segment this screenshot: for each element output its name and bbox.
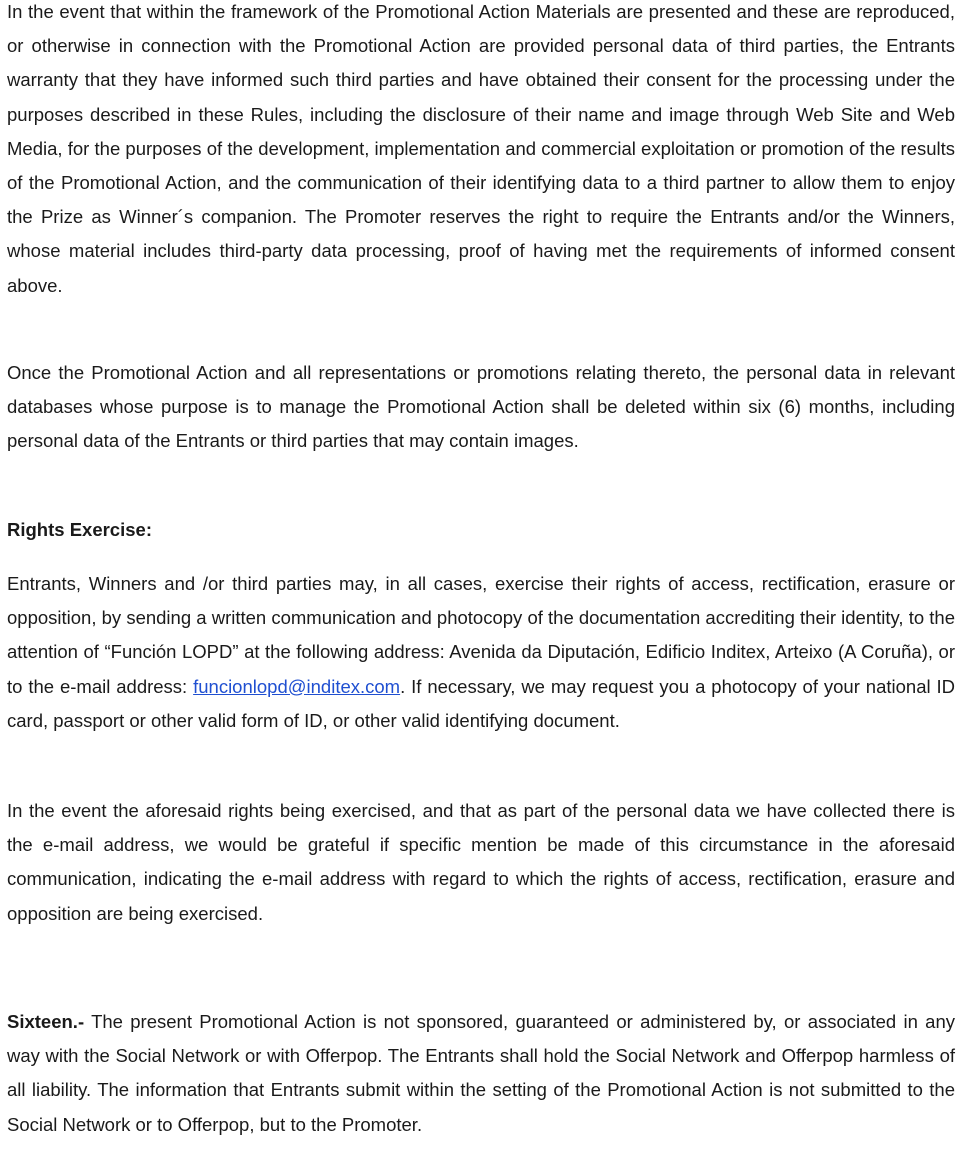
paragraph-email-mention: In the event the aforesaid rights being exercised, and that as part of the personal data we have collected there is the e-mail address, we would be grateful if specific mention be made of this circumstance in the aforesaid communication, indicating the e-mail address with regard to which the rights of access, rectification, erasure and opposition are being exercised. bbox=[7, 800, 955, 924]
email-link[interactable]: funcionlopd@inditex.com bbox=[193, 675, 401, 697]
rights-contact-text-continued: . If necessary, we may request you a photocopy of your national ID card, passport or other valid form of ID, or other valid identifying document. bbox=[7, 675, 956, 731]
paragraph-data-deletion: Once the Promotional Action and all representations or promotions relating thereto, the personal data in relevant databases whose purpose is to manage the Promotional Action shall be deleted within six (6) months, including personal data of the Entrants or third parties that may contain images. bbox=[7, 362, 955, 452]
paragraph-sixteen bbox=[7, 1005, 955, 1142]
paragraph-third-party-data: In the event that within the framework of the Promotional Action Materials are presented and these are reproduced, or otherwise in connection with the Promotional Action are provided personal data of third parties, the Entrants warranty that they have informed such third parties and have obtained their consent for the processing under the purposes described in these Rules, including the disclosure of their name and image through Web Site and Web Media, for the purposes of the development, implementation and commercial exploitation or promotion of the results of the Promotional Action, and the communication of their identifying data to a third partner to allow them to enjoy the Prize as Winner´s companion. The Promoter reserves the right to require the Entrants and/or the Winners, whose material includes third-party data processing, proof of having met the requirements of informed consent above. bbox=[7, 1, 955, 296]
rights-contact-text: Entrants, Winners and /or third parties may, in all cases, exercise their rights of access, rectification, erasure or opposition, by sending a written communication and photocopy of the documentation accrediting their identity, to the attention of “Función LOPD” at the following address: Avenida da Diputación, Edificio Inditex, Arteixo (A Coruña), or to the e-mail address: bbox=[7, 573, 955, 697]
paragraph-rights-contact bbox=[7, 567, 955, 738]
heading-rights-exercise: Rights Exercise: bbox=[7, 519, 152, 540]
section-text-sixteen: The present Promotional Action is not sponsored, guaranteed or administered by, or associated in any way with the Social Network or with Offerpop. The Entrants shall hold the Social Network and Offerpop harmless of all liability. The information that Entrants submit within the setting of the Promotional Action is not submitted to the Social Network or to Offerpop, but to the Promoter. bbox=[7, 1011, 955, 1135]
section-label-sixteen: Sixteen.- bbox=[7, 1011, 85, 1032]
